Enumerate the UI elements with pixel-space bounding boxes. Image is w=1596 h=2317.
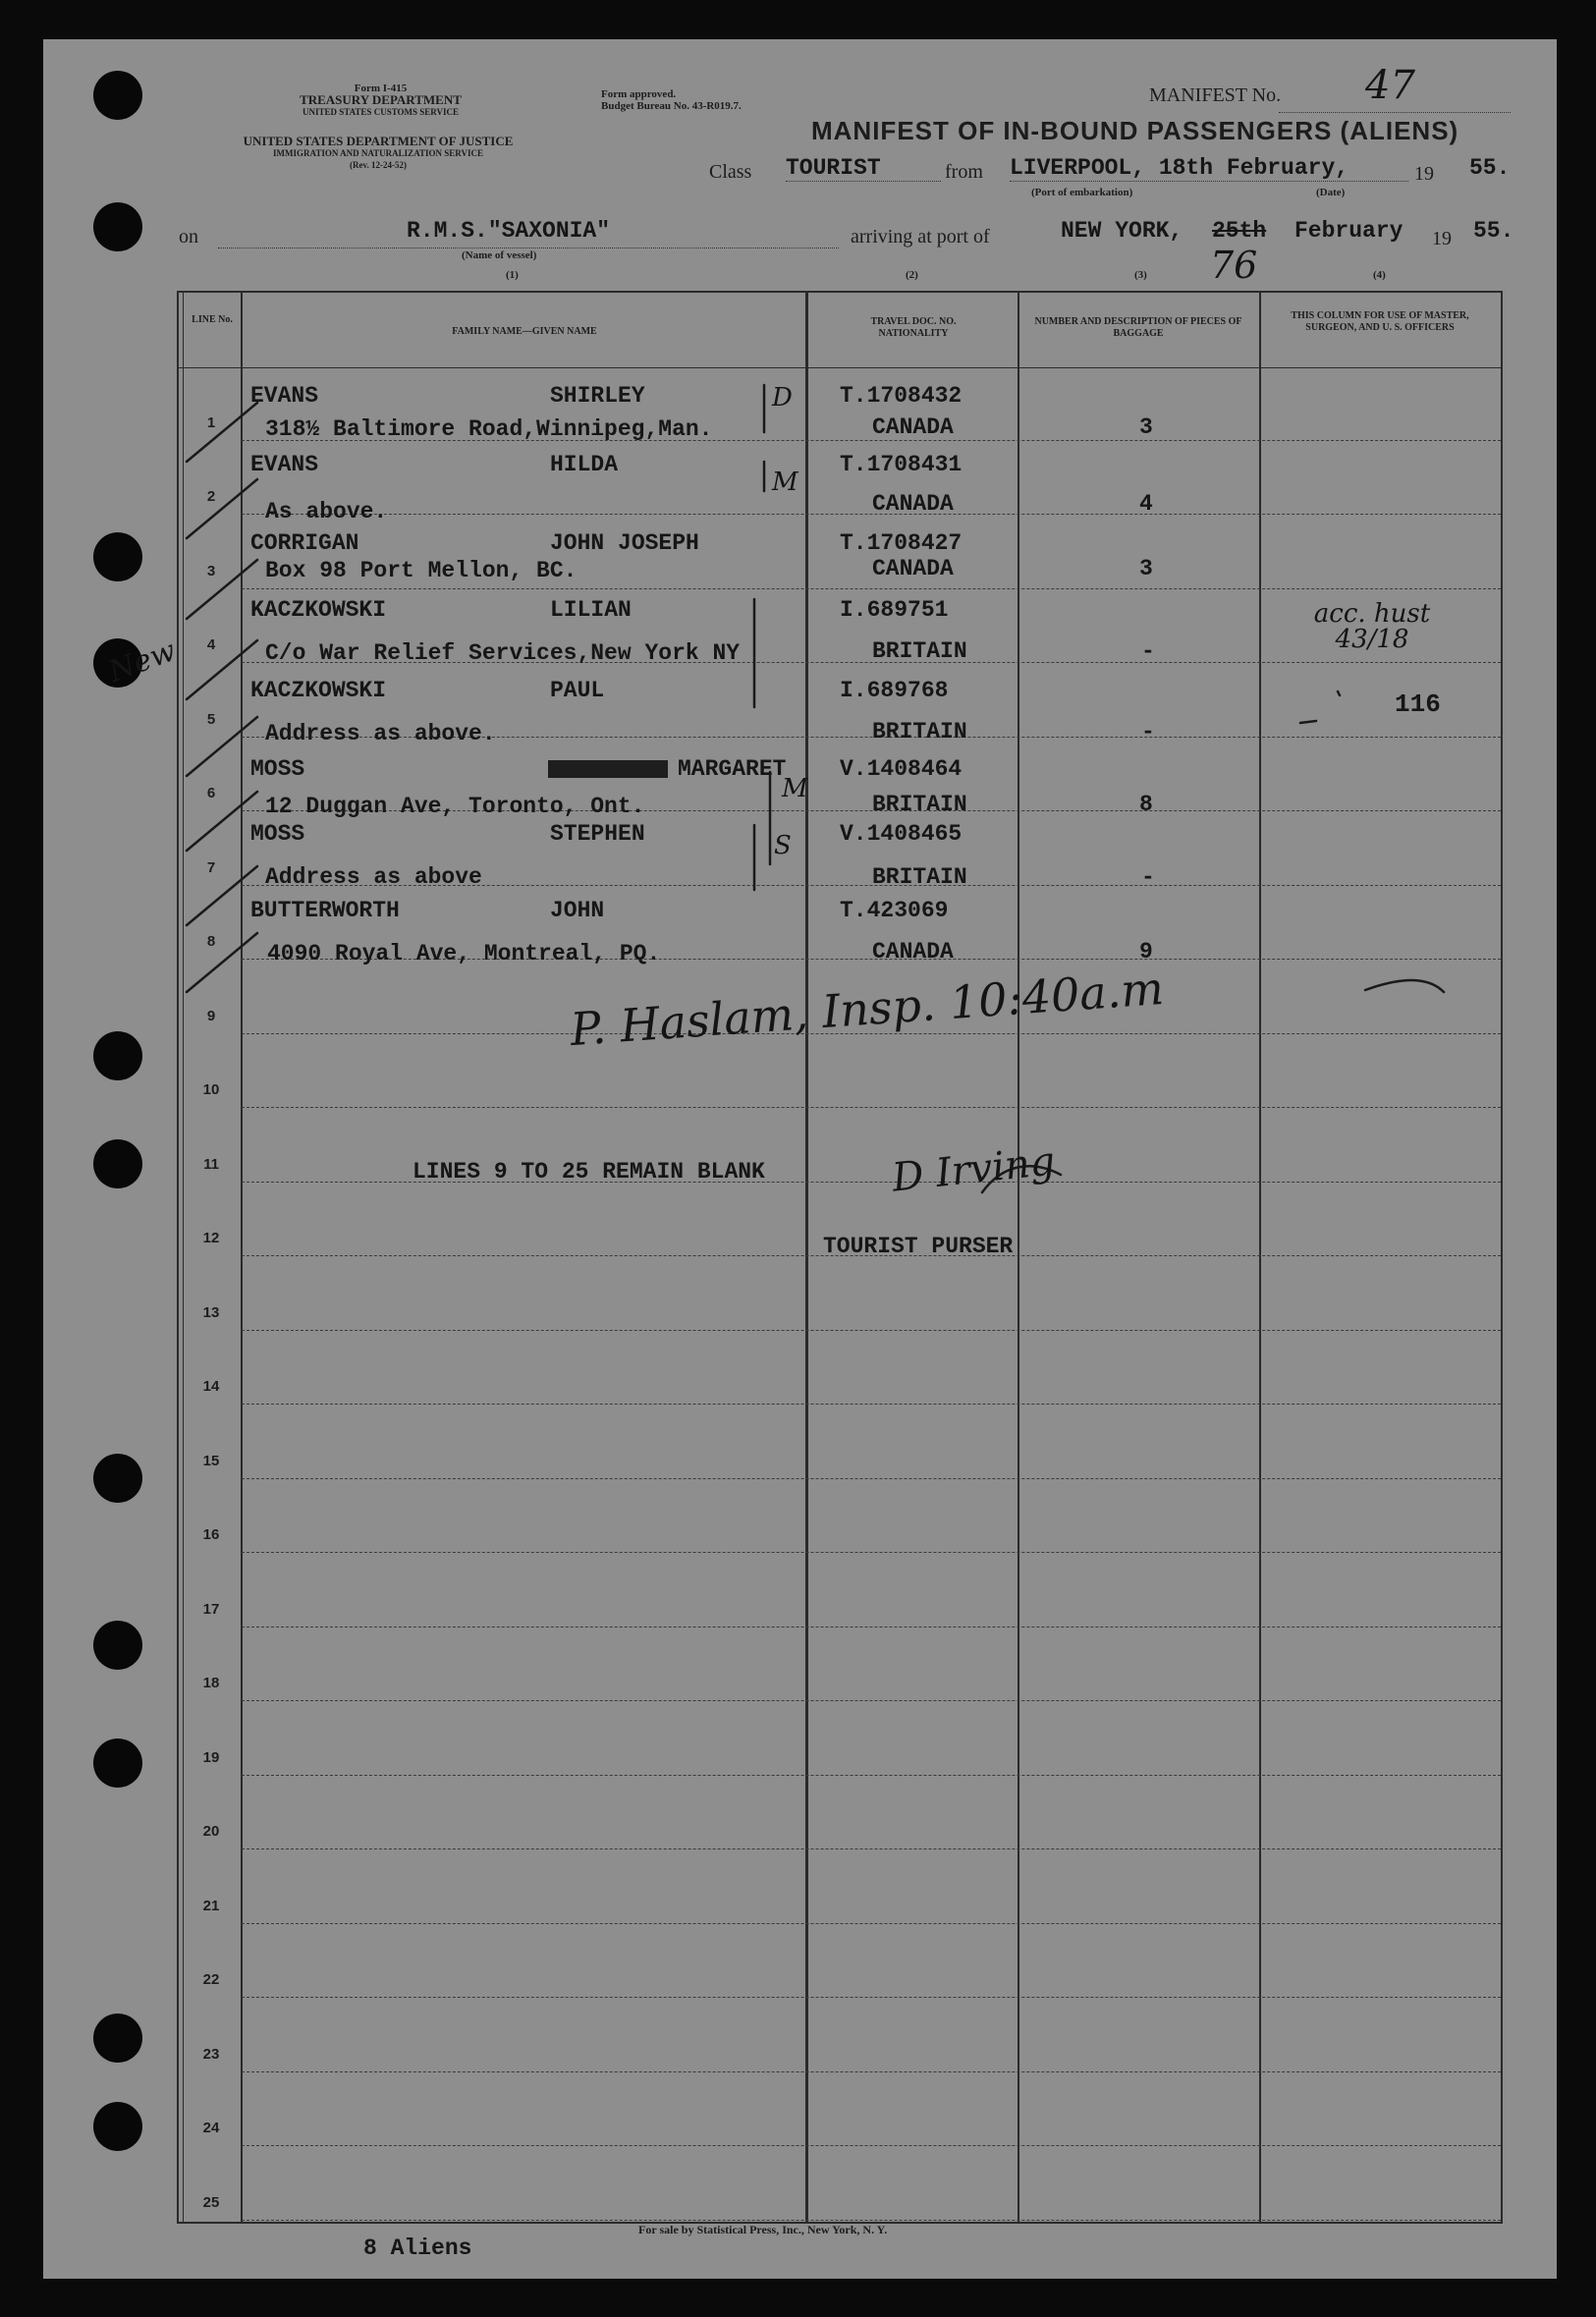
col-header-name: FAMILY NAME—GIVEN NAME bbox=[452, 326, 597, 337]
given-name: JOHN JOSEPH bbox=[550, 530, 699, 556]
address: C/o War Relief Services,New York NY bbox=[265, 640, 741, 666]
col-header-officers: THIS COLUMN FOR USE OF MASTER, SURGEON, AND U. S. OFFICERS bbox=[1291, 310, 1469, 333]
line-number: 13 bbox=[202, 1304, 220, 1321]
col-num-2: (2) bbox=[906, 269, 918, 281]
margin-note: New bbox=[104, 634, 181, 690]
nationality: CANADA bbox=[872, 556, 954, 581]
arriving-label: arriving at port of bbox=[851, 226, 990, 248]
nationality: CANADA bbox=[872, 414, 954, 440]
date-caption: (Date) bbox=[1316, 187, 1346, 198]
status-mark: D bbox=[772, 383, 793, 413]
from-year-prefix: 19 bbox=[1414, 163, 1434, 185]
nationality: BRITAIN bbox=[872, 864, 967, 890]
family-name: BUTTERWORTH bbox=[250, 898, 400, 923]
col-num-3: (3) bbox=[1134, 269, 1147, 281]
line-number: 4 bbox=[206, 636, 216, 653]
given-name: SHIRLEY bbox=[550, 383, 645, 409]
tick-mark bbox=[187, 792, 257, 851]
line-number: 21 bbox=[202, 1898, 220, 1914]
line-number: 5 bbox=[206, 711, 216, 728]
address: Box 98 Port Mellon, BC. bbox=[265, 558, 578, 583]
family-name: CORRIGAN bbox=[250, 530, 359, 556]
given-name: HILDA bbox=[550, 452, 619, 477]
line-number: 10 bbox=[202, 1081, 220, 1098]
nationality: BRITAIN bbox=[872, 792, 967, 817]
arrival-year-prefix: 19 bbox=[1432, 228, 1452, 249]
nationality: BRITAIN bbox=[872, 719, 967, 745]
line-number: 19 bbox=[202, 1749, 220, 1766]
dash-mark bbox=[1300, 721, 1316, 723]
vessel-caption: (Name of vessel) bbox=[462, 249, 537, 261]
page-title: MANIFEST OF IN-BOUND PASSENGERS (ALIENS) bbox=[811, 116, 1459, 145]
tick-mark bbox=[187, 866, 257, 925]
line-number: 11 bbox=[203, 1156, 219, 1173]
travel-doc: I.689751 bbox=[840, 597, 949, 623]
inspector-signature: P. Haslam, Insp. 10:40a.m bbox=[568, 961, 1166, 1057]
line-number: 16 bbox=[202, 1526, 220, 1543]
nationality: CANADA bbox=[872, 939, 954, 965]
tick-mark bbox=[187, 479, 257, 538]
line-number: 1 bbox=[206, 414, 216, 431]
publisher-line: For sale by Statistical Press, Inc., New York, N. Y. bbox=[638, 2223, 888, 2236]
line-number: 18 bbox=[202, 1675, 220, 1691]
status-mark: M bbox=[782, 774, 808, 803]
line-number: 12 bbox=[202, 1230, 220, 1246]
approval-block: Form approved. Budget Bureau No. 43-R019.7. bbox=[601, 88, 742, 112]
line-number: 20 bbox=[202, 1823, 220, 1840]
tick-mark bbox=[187, 560, 257, 619]
line-number: 8 bbox=[206, 933, 216, 950]
on-label: on bbox=[179, 226, 198, 248]
arrival-month: February bbox=[1294, 218, 1403, 244]
given-name: MARGARET bbox=[678, 756, 787, 782]
family-name: KACZKOWSKI bbox=[250, 597, 387, 623]
col-num-4: (4) bbox=[1373, 269, 1386, 281]
line-number: 15 bbox=[202, 1453, 220, 1469]
baggage-count: 4 bbox=[1139, 491, 1153, 517]
address: Address as above. bbox=[265, 721, 496, 746]
given-name: JOHN bbox=[550, 898, 605, 923]
line-number: 14 bbox=[202, 1378, 220, 1395]
justice-block: UNITED STATES DEPARTMENT OF JUSTICE IMMIGRATION AND NATURALIZATION SERVICE (Rev. 12-24-52) bbox=[243, 134, 514, 170]
arrival-year: 55. bbox=[1473, 218, 1514, 244]
baggage-count: 3 bbox=[1139, 414, 1153, 440]
address: 4090 Royal Ave, Montreal, PQ. bbox=[267, 941, 661, 966]
status-mark: S bbox=[774, 831, 792, 860]
address: 12 Duggan Ave, Toronto, Ont. bbox=[265, 794, 645, 819]
dot-mark bbox=[1338, 691, 1340, 695]
col-num-1: (1) bbox=[506, 269, 519, 281]
embarkation: LIVERPOOL, 18th February, bbox=[1010, 155, 1408, 182]
line-number: 9 bbox=[206, 1008, 216, 1024]
tick-mark bbox=[187, 403, 257, 462]
given-name: LILIAN bbox=[550, 597, 632, 623]
line-number: 7 bbox=[206, 859, 216, 876]
address: Address as above bbox=[265, 864, 482, 890]
signature-flourish bbox=[1365, 980, 1444, 992]
baggage-count: 9 bbox=[1139, 939, 1153, 965]
line-number: 22 bbox=[202, 1971, 220, 1988]
nationality: CANADA bbox=[872, 491, 954, 517]
line-number: 3 bbox=[206, 563, 216, 579]
tick-mark bbox=[187, 933, 257, 992]
col-header-baggage: NUMBER AND DESCRIPTION OF PIECES OF BAGGAGE bbox=[1034, 316, 1242, 339]
col-header-travel: TRAVEL DOC. NO. NATIONALITY bbox=[870, 316, 957, 339]
class-label: Class bbox=[709, 161, 752, 183]
blank-lines-note: LINES 9 TO 25 REMAIN BLANK bbox=[413, 1159, 765, 1185]
travel-doc: T.423069 bbox=[840, 898, 949, 923]
travel-doc: V.1408464 bbox=[840, 756, 963, 782]
tick-mark bbox=[187, 717, 257, 776]
manifest-label: MANIFEST No. bbox=[1149, 84, 1282, 106]
travel-doc: V.1408465 bbox=[840, 821, 963, 847]
vessel-name: R.M.S."SAXONIA" bbox=[407, 218, 611, 244]
hand-number: 76 bbox=[1210, 244, 1258, 287]
line-number: 6 bbox=[206, 785, 216, 801]
line-number: 2 bbox=[206, 488, 216, 505]
tick-mark bbox=[187, 640, 257, 699]
baggage-count: - bbox=[1141, 864, 1155, 890]
baggage-count: 3 bbox=[1139, 556, 1153, 581]
travel-doc: T.1708431 bbox=[840, 452, 963, 477]
class-value: TOURIST bbox=[786, 155, 941, 182]
officer-note: acc. hust 43/18 bbox=[1313, 599, 1431, 654]
travel-doc: T.1708432 bbox=[840, 383, 963, 409]
aliens-count: 8 Aliens bbox=[363, 2235, 472, 2261]
address: 318½ Baltimore Road,Winnipeg,Man. bbox=[265, 416, 713, 442]
from-label: from bbox=[945, 161, 983, 183]
purser-signature: D Irving bbox=[890, 1138, 1058, 1201]
baggage-count: 8 bbox=[1139, 792, 1153, 817]
family-name: MOSS bbox=[250, 821, 305, 847]
travel-doc: I.689768 bbox=[840, 678, 949, 703]
officer-number: 116 bbox=[1395, 690, 1441, 719]
line-number: 25 bbox=[202, 2194, 220, 2211]
family-name: MOSS bbox=[250, 756, 305, 782]
given-name: PAUL bbox=[550, 678, 605, 703]
purser-title: TOURIST PURSER bbox=[823, 1234, 1014, 1259]
line-number: 23 bbox=[202, 2046, 220, 2063]
family-name: EVANS bbox=[250, 452, 319, 477]
nationality: BRITAIN bbox=[872, 638, 967, 664]
baggage-count: - bbox=[1141, 638, 1155, 664]
arrival-port: NEW YORK, bbox=[1061, 218, 1183, 244]
manifest-number: 47 bbox=[1365, 63, 1415, 108]
travel-doc: T.1708427 bbox=[840, 530, 963, 556]
form-block: Form I-415 TREASURY DEPARTMENT UNITED STATES CUSTOMS SERVICE bbox=[300, 83, 462, 117]
address: As above. bbox=[265, 499, 388, 524]
from-year: 55. bbox=[1469, 155, 1511, 181]
line-number: 24 bbox=[202, 2120, 220, 2136]
family-name: KACZKOWSKI bbox=[250, 678, 387, 703]
given-name: STEPHEN bbox=[550, 821, 645, 847]
line-number: 17 bbox=[202, 1601, 220, 1618]
arrival-day: 25th bbox=[1212, 218, 1267, 244]
family-name: EVANS bbox=[250, 383, 319, 409]
status-mark: M bbox=[772, 468, 798, 497]
baggage-count: - bbox=[1141, 719, 1155, 745]
port-caption: (Port of embarkation) bbox=[1031, 187, 1133, 198]
col-header-line-no: LINE No. bbox=[192, 314, 233, 325]
